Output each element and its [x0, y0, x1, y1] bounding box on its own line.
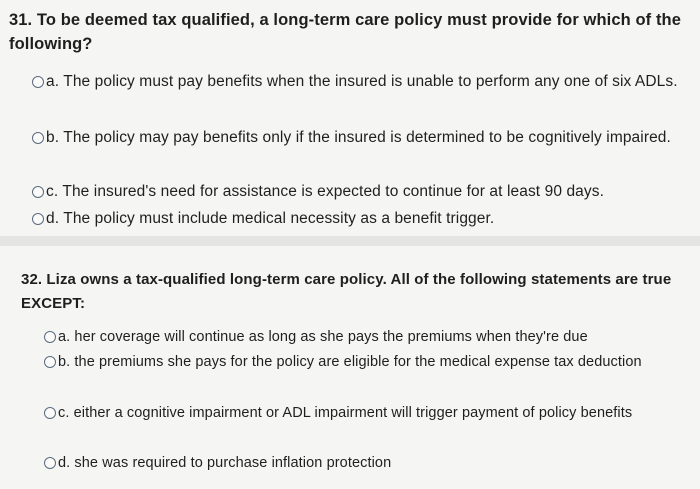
question-32-title: 32. Liza owns a tax-qualified long-term care policy. All of the following statements are true EXCEPT: — [21, 271, 672, 312]
question-31-title: 31. To be deemed tax qualified, a long-term care policy must provide for which of the following? — [9, 11, 681, 53]
question-divider — [0, 236, 700, 246]
question-32-option-d-label: d. she was required to purchase inflation protection — [58, 455, 392, 471]
question-32-option-b-label: b. the premiums she pays for the policy are eligible for the medical expense tax deduction — [58, 354, 642, 370]
question-31-option-d-label: d. The policy must include medical necessity as a benefit trigger. — [46, 210, 495, 227]
question-32-option-c-label: c. either a cognitive impairment or ADL impairment will trigger payment of policy benefits — [58, 405, 633, 421]
question-31-option-a-label: a. The policy must pay benefits when the insured is unable to perform any one of six ADLs. — [46, 73, 678, 90]
question-31-option-c-label: c. The insured's need for assistance is expected to continue for at least 90 days. — [46, 183, 604, 200]
question-31-panel — [0, 0, 700, 236]
question-32-option-a-label: a. her coverage will continue as long as she pays the premiums when they're due — [58, 329, 588, 345]
question-31-option-b-label: b. The policy may pay benefits only if the insured is determined to be cognitively impaired. — [46, 129, 671, 146]
